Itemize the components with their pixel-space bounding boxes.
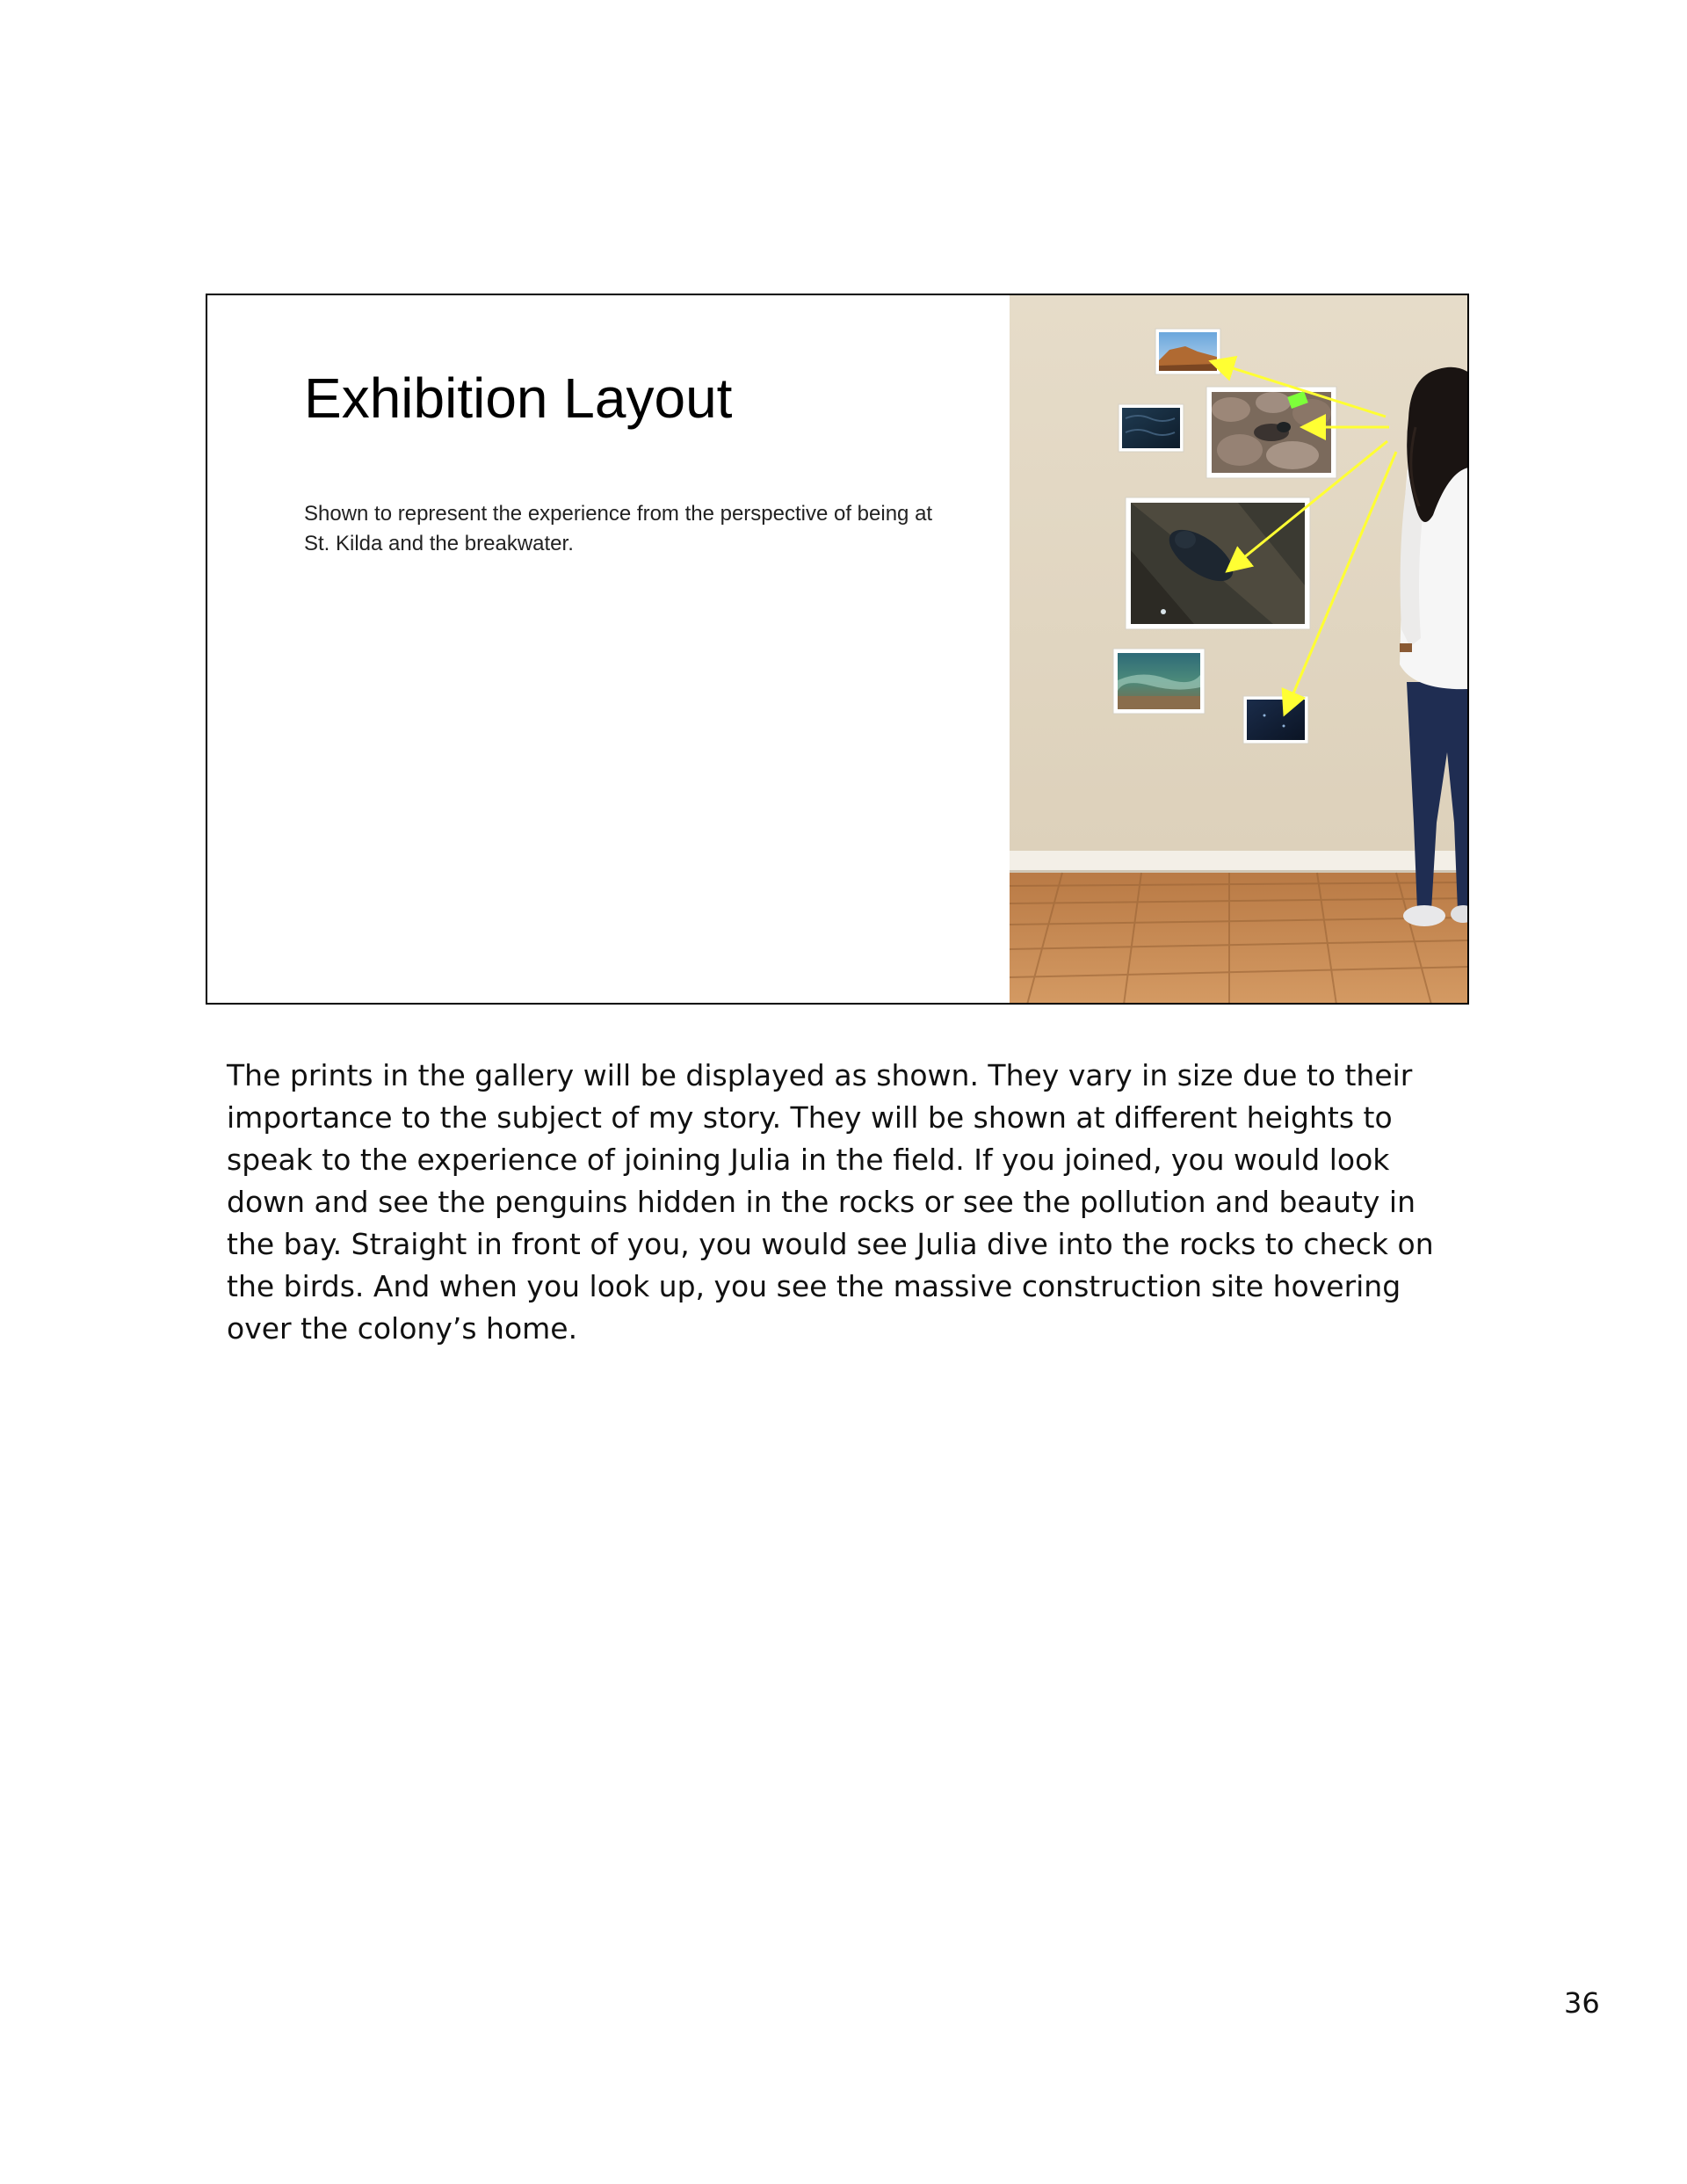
print-dark-water bbox=[1119, 404, 1184, 452]
print-deep-water bbox=[1243, 696, 1308, 744]
print-penguin-rocks bbox=[1206, 387, 1336, 478]
print-construction-cliff bbox=[1155, 329, 1220, 374]
baseboard bbox=[1010, 851, 1469, 872]
slide-title: Exhibition Layout bbox=[304, 366, 733, 430]
caption-paragraph: The prints in the gallery will be displayed as shown. They vary in size due to their importance to the subject of my story. They will be shown at different heights to speak to the experience of joining Julia in the field. If you joined, you would look down and see the penguins hidden in the rocks or see the pollution and beauty in the bay. Straight in front of you, you would see Julia dive into the rocks to check on the birds. And when you look up, you see the massive construction site hovering over the colony’s home. bbox=[227, 1058, 1434, 1346]
print-penguin-crevice bbox=[1126, 497, 1310, 629]
slide-subtitle: Shown to represent the experience from the perspective of being at St. Kilda and the breakwater. bbox=[304, 502, 933, 555]
print-bay-aerial bbox=[1113, 649, 1205, 714]
gallery-illustration bbox=[1010, 295, 1469, 1005]
page-number: 36 bbox=[1564, 1986, 1600, 2020]
floor bbox=[1010, 873, 1469, 1005]
slide-frame bbox=[206, 294, 1469, 1005]
